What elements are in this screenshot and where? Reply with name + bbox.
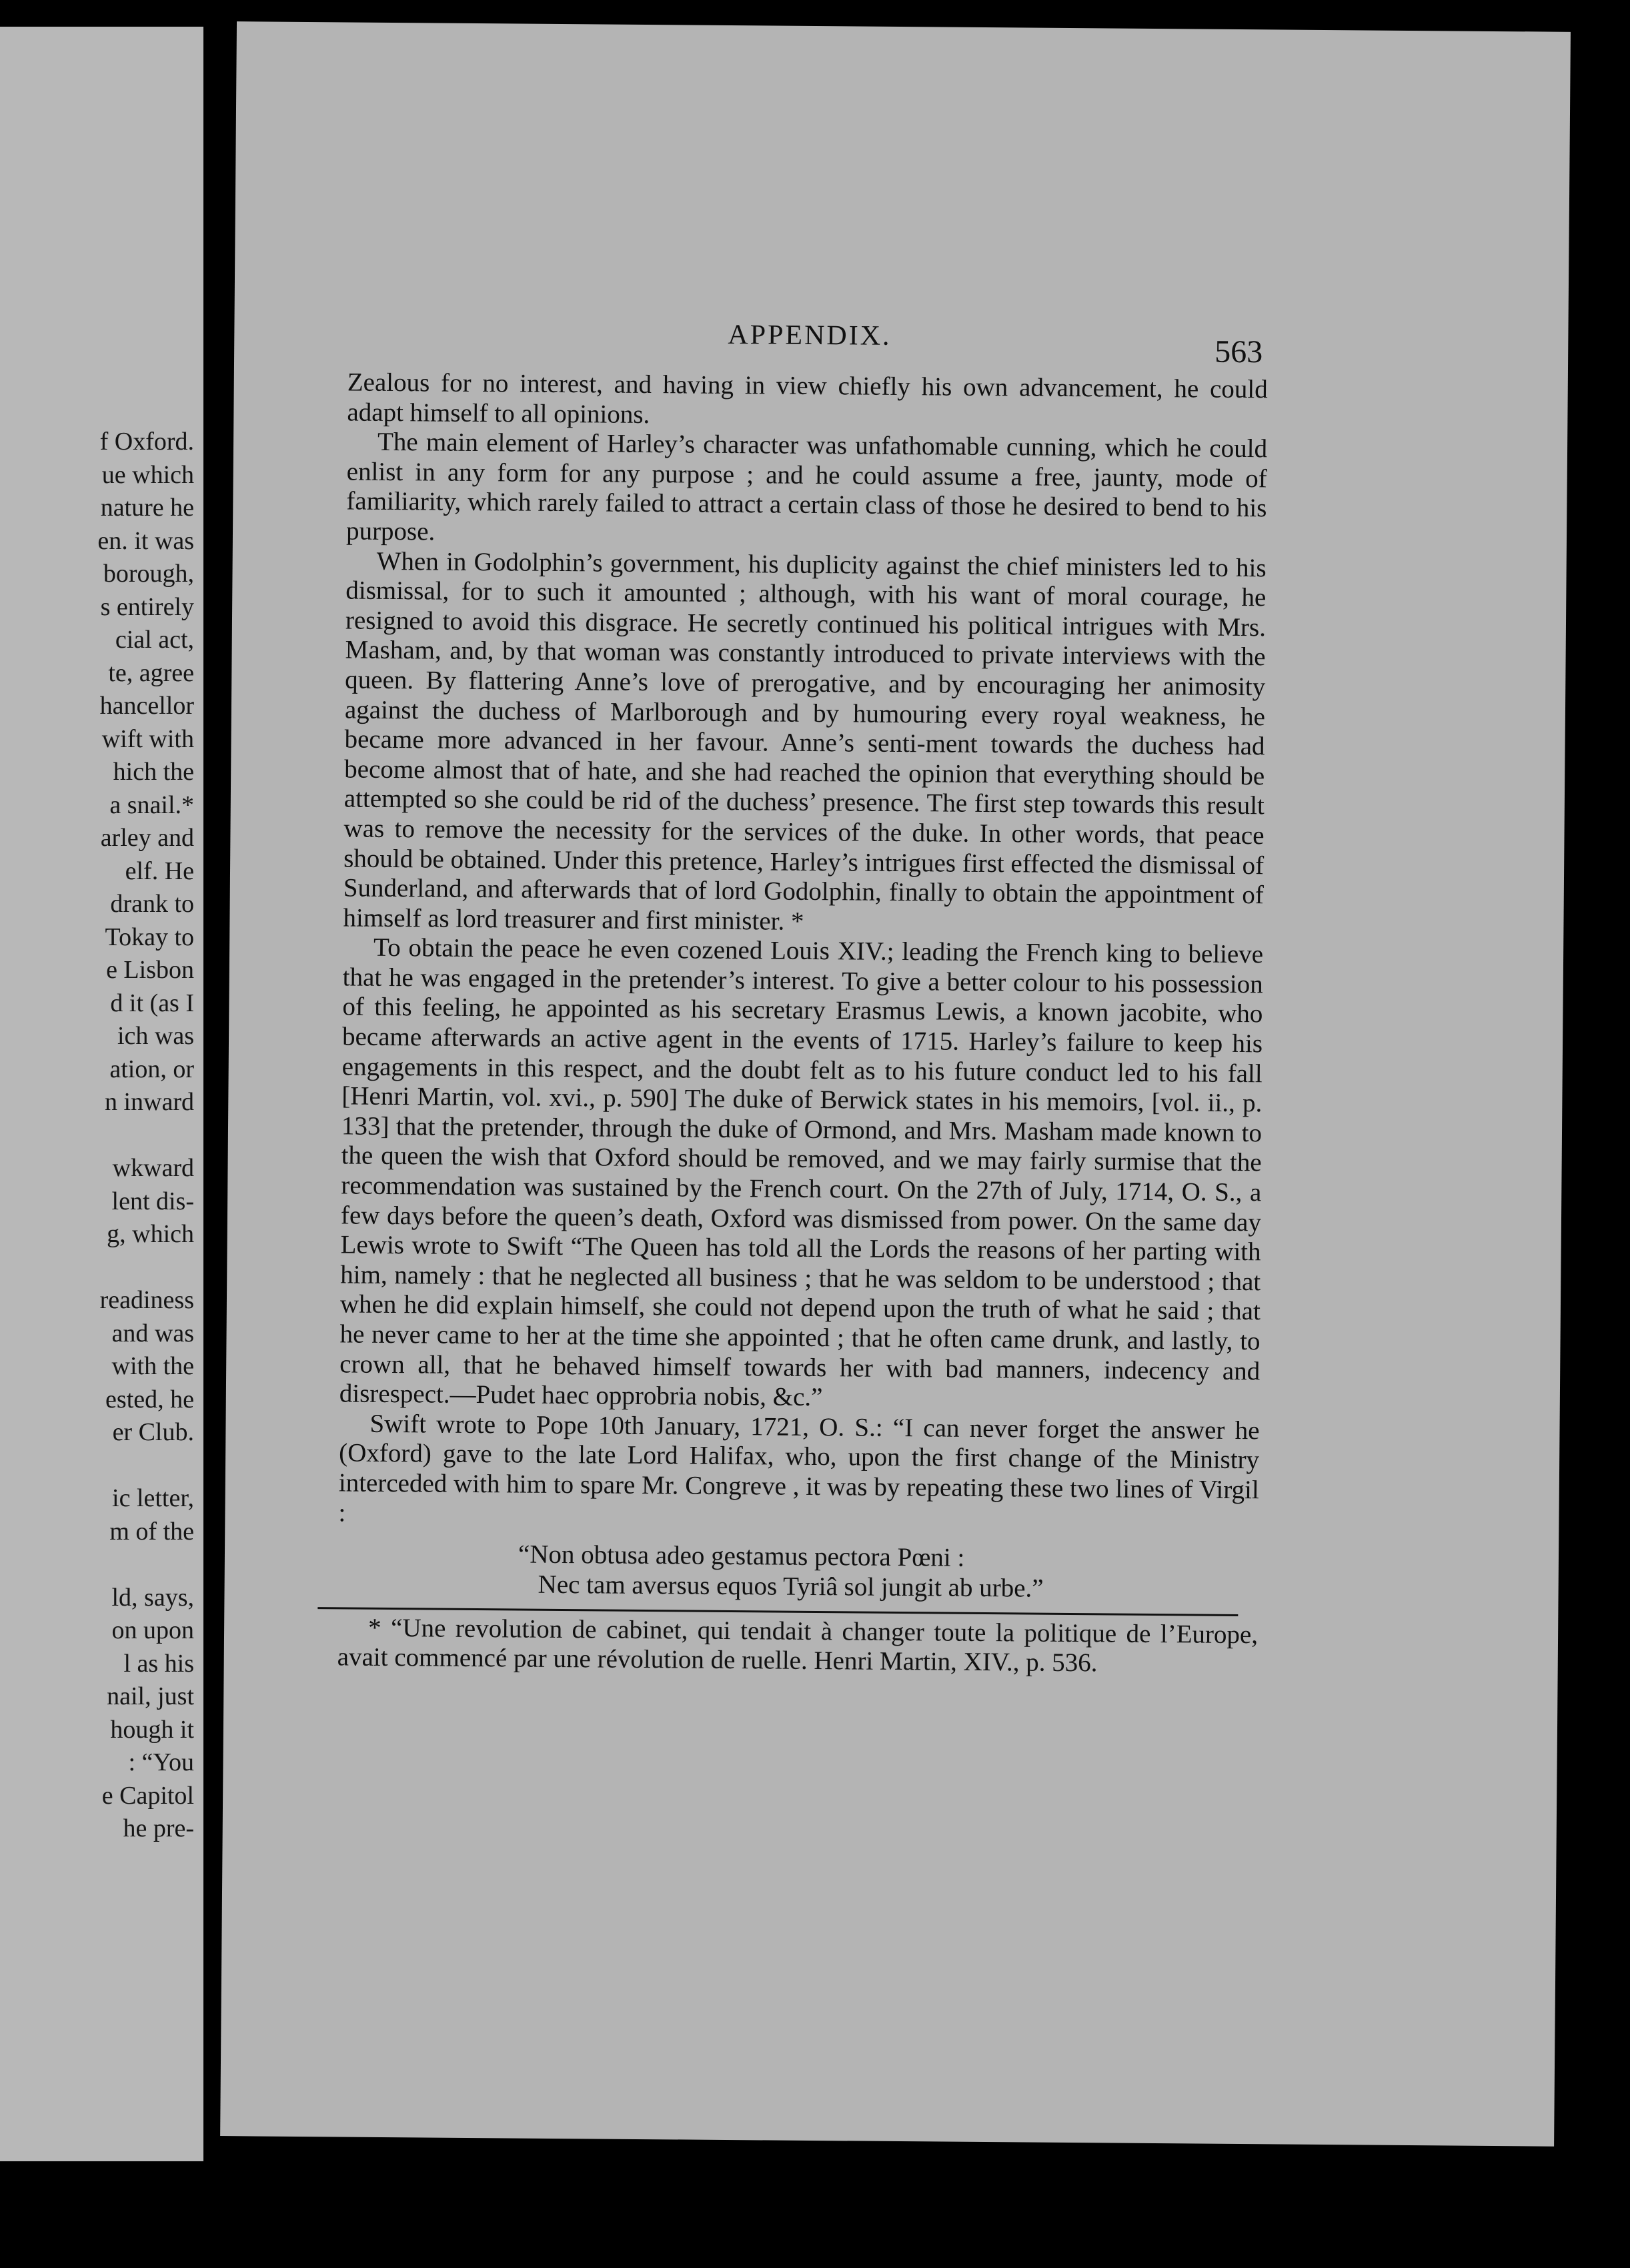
book-page: [220, 21, 1571, 2147]
verse-line: “Non obtusa adeo gestamus pectora Pœni :: [518, 1540, 965, 1572]
left-page-line: : “You: [128, 1748, 194, 1776]
left-page-line: n inward: [104, 1088, 194, 1116]
left-page-line: s entirely: [100, 592, 194, 621]
left-page-line: er Club.: [112, 1418, 194, 1446]
left-page-line: cial act,: [115, 626, 194, 654]
left-page-line: ich was: [117, 1022, 194, 1050]
page-number: 563: [1214, 334, 1263, 370]
left-page-line: on upon: [111, 1616, 194, 1644]
left-page-line: en. it was: [97, 526, 194, 555]
paragraph: To obtain the peace he even cozened Louis XIV.; leading the French king to believe that he was engaged in the pretender’s interest. To give a better colour to his possession of this feeling, he appointed as his secretary Erasmus Lewis, a known jacobite, who became afterwards an active agent in the events of 1715. Harley’s failure to keep his engagements in this respect, and the doubt felt as to his future conduct led to his fall [Henri Martin, vol. xvi., p. 590] The duke of Berwick states in his memoirs, [vol. ii., p. 133] that the pretender, through the duke of Ormond, and Mrs. Masham made known to the queen the wish that Oxford should be removed, and we may fairly surmise that the recommendation was sustained by the French court. On the 27th of July, 1714, O. S., a few days before the queen’s death, Oxford was dismissed from power. On the same day Lewis wrote to Swift “The Queen has told all the Lords the reasons of her parting with him, namely : that he neglected all business ; that he was seldom to be understood ; that when he did explain himself, she could not depend upon the truth of what he said ; that he never came to her at the time she appointed ; that he often came drunk, and lastly, to crown all, that he behaved himself towards her with bad manners, indecency and disrespect.—Pudet haec opprobria nobis, &c.”: [339, 933, 1264, 1412]
left-page-line: hancellor: [99, 692, 194, 720]
verse-quotation: [337, 1539, 1259, 1606]
left-page-line: hough it: [110, 1715, 194, 1744]
left-page-line: arley and: [100, 824, 194, 852]
left-page-line: with the: [111, 1352, 194, 1380]
paragraph: When in Godolphin’s government, his duplicity against the chief ministers led to his dismissal, for to such it amounted ; although, with his want of moral courage, he resigned to avoid this disgrace. He secretly continued his political intrigues with Mrs. Masham, and, by that woman was constantly introduced to private interviews with the queen. By flattering Anne’s love of prerogative, and by encouraging her animosity against the duchess of Marlborough and by humouring every royal weakness, he became more advanced in her favour. Anne’s senti-ment towards the duchess had become almost that of hate, and she had reached the opinion that everything should be attempted so she could be rid of the duchess’ presence. The first step towards this result was to remove the necessity for the services of the duke. In other words, that peace should be obtained. Under this pretence, Harley’s intrigues first effected the dismissal of Sunderland, and afterwards that of lord Godolphin, finally to obtain the appointment of himself as lord treasurer and first minister. *: [343, 546, 1267, 936]
left-facing-page: [0, 27, 203, 2161]
left-page-line: ue which: [101, 460, 194, 489]
left-page-line: e Capitol: [101, 1781, 194, 1810]
left-page-line: elf. He: [125, 857, 194, 885]
left-page-line: wkward: [112, 1154, 194, 1182]
left-page-line: nail, just: [107, 1682, 194, 1710]
left-page-line: f Oxford.: [99, 428, 194, 456]
left-page-line: l as his: [123, 1649, 194, 1678]
left-page-line: ested, he: [105, 1385, 194, 1413]
left-page-line: hich the: [113, 758, 194, 786]
left-page-line: d it (as I: [110, 989, 194, 1017]
left-page-line: te, agree: [108, 658, 194, 687]
left-page-line: Tokay to: [105, 923, 194, 951]
left-page-line: borough,: [103, 560, 194, 588]
left-page-line: drank to: [110, 890, 194, 918]
body-text: [337, 368, 1268, 1679]
running-title: APPENDIX.: [728, 319, 892, 352]
left-page-line: wift with: [101, 724, 194, 753]
page-header: [234, 315, 1568, 372]
left-page-line: lent dis-: [111, 1187, 194, 1215]
paragraph: Swift wrote to Pope 10th January, 1721, O. S.: “I can never forget the answer he (Oxford) gave to the late Lord Halifax, who, upon the first change of the Ministry interceded with him to spare Mr. Congreve , it was by repeating these two lines of Virgil :: [338, 1409, 1260, 1528]
left-page-line: m of the: [109, 1517, 194, 1546]
left-page-line: g, which: [107, 1220, 194, 1248]
footnote-text: * “Une revolution de cabinet, qui tendait à changer toute la politique de l’Europe, avait commencé par une révolution de ruelle. Henri Martin, XIV., p. 536.: [337, 1614, 1259, 1678]
footnote: [337, 1614, 1259, 1680]
left-page-line: ld, says,: [111, 1583, 194, 1612]
paragraph: Zealous for no interest, and having in view chiefly his own advancement, he could adapt himself to all opinions.: [347, 368, 1268, 429]
left-page-line: he pre-: [123, 1814, 194, 1842]
left-page-line: a snail.*: [109, 790, 194, 819]
left-page-line: and was: [111, 1319, 194, 1347]
left-page-line: e Lisbon: [106, 956, 194, 984]
left-page-line: ic letter,: [112, 1484, 194, 1512]
left-page-line: ation, or: [109, 1055, 194, 1083]
right-margin-shadow: [1571, 0, 1630, 2268]
left-page-line: readiness: [99, 1286, 194, 1314]
verse-line: Nec tam aversus equos Tyriâ sol jungit ab urbe.”: [538, 1570, 1044, 1603]
left-page-line: nature he: [100, 494, 194, 522]
paragraph: The main element of Harley’s character was unfathomable cunning, which he could enlist in any form for any purpose ; and he could assume a free, jaunty, mode of familiarity, which rarely failed to attract a certain class of those he desired to bend to his purpose.: [345, 428, 1268, 546]
